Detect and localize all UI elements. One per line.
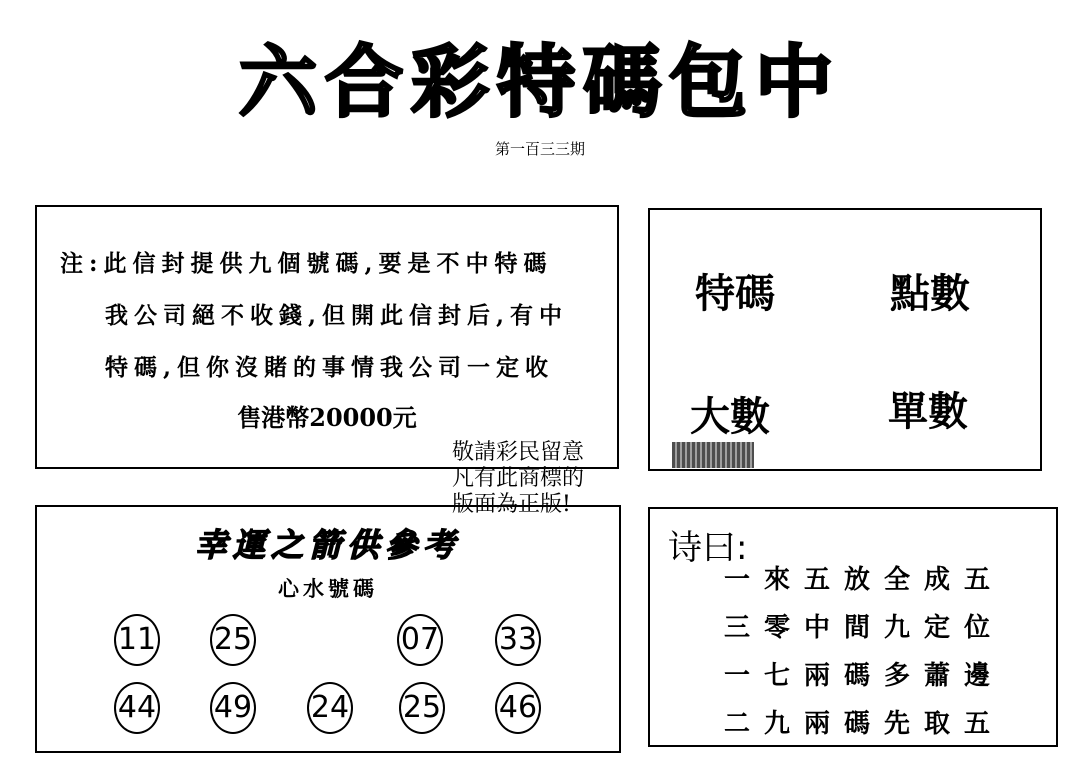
poem — [724, 556, 1004, 748]
number-ball: 07 — [397, 614, 443, 666]
poem-line: 一來五放全成五 — [724, 565, 1005, 595]
trademark-logo — [672, 442, 754, 468]
page-title: 六合彩特碼包中 — [238, 37, 841, 128]
notice-line: 凡有此商標的 — [452, 466, 585, 491]
number-ball: 49 — [210, 682, 256, 734]
note-text — [60, 238, 600, 394]
lucky-subtitle: 心水號碼 — [278, 576, 378, 601]
notice-line: 敬請彩民留意 — [452, 440, 585, 465]
poem-line: 三零中間九定位 — [724, 613, 1005, 643]
note-line: 我公司絕不收錢,但開此信封后,有中 — [105, 302, 569, 329]
poem-line: 二九兩碼先取五 — [724, 709, 1005, 739]
number-ball: 11 — [114, 614, 160, 666]
note-line: 注:此信封提供九個號碼,要是不中特碼 — [60, 250, 553, 277]
number-ball: 25 — [399, 682, 445, 734]
note-line: 特碼,但你沒賭的事情我公司一定收 — [105, 354, 555, 381]
poem-line: 一七兩碼多蕭邊 — [724, 661, 1005, 691]
number-ball: 25 — [210, 614, 256, 666]
keyword-points: 點數 — [890, 271, 970, 317]
number-ball: 44 — [114, 682, 160, 734]
number-ball: 33 — [495, 614, 541, 666]
keyword-odd: 單數 — [888, 389, 968, 435]
lucky-title: 幸運之箭供參考 — [194, 526, 461, 564]
keyword-big: 大數 — [690, 394, 770, 440]
price: 售港幣20000元 — [237, 403, 417, 432]
poem-heading: 诗曰: — [668, 528, 748, 568]
notice-line: 版面為正版! — [452, 492, 571, 517]
number-ball: 46 — [495, 682, 541, 734]
keyword-special-number: 特碼 — [695, 271, 775, 317]
number-ball: 24 — [307, 682, 353, 734]
issue-number: 第一百三三期 — [494, 140, 585, 158]
